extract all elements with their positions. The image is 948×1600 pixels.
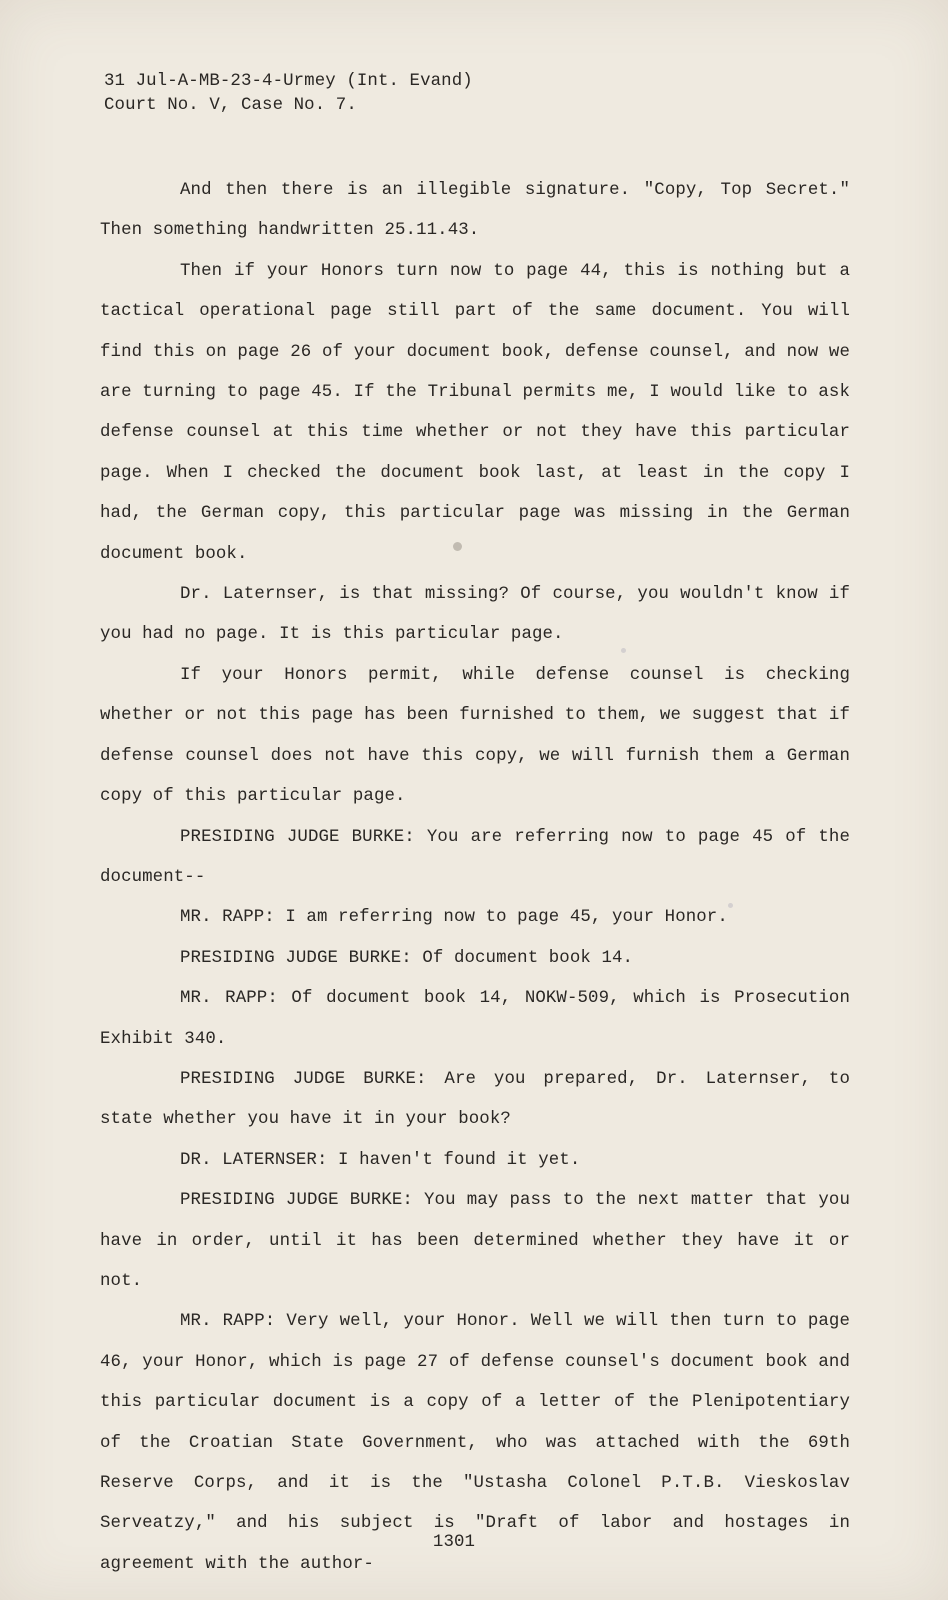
ink-smudge [453, 542, 462, 551]
header-line-2: Court No. V, Case No. 7. [104, 96, 357, 115]
paragraph: PRESIDING JUDGE BURKE: Of document book 14. [180, 948, 634, 968]
transcript-body [100, 171, 850, 1585]
paragraph: If your Honors permit, while defense counsel is checking whether or not this page has been furnished to them, we suggest that if defense counsel does not have this copy, we will furnish them a German copy of this particular page. [100, 665, 850, 807]
paragraph: MR. RAPP: I am referring now to page 45, your Honor. [180, 908, 728, 928]
ink-smudge [728, 903, 733, 908]
paragraph: And then there is an illegible signature. "Copy, Top Secret." Then something handwritten 25.11.43. [100, 181, 850, 241]
paragraph: Dr. Laternser, is that missing? Of course, you wouldn't know if you had no page. It is this particular page. [100, 585, 850, 645]
ink-smudge [621, 648, 626, 653]
paragraph: DR. LATERNSER: I haven't found it yet. [180, 1150, 581, 1170]
paragraph: PRESIDING JUDGE BURKE: You may pass to the next matter that you have in order, until it has been determined whether they have it or not. [100, 1191, 850, 1291]
paragraph: MR. RAPP: Very well, your Honor. Well we will then turn to page 46, your Honor, which is page 27 of defense counsel's document book and this particular document is a copy of a letter of the Plenipotentiary of the Croatian State Government, who was attached with the 69th Reserve Corps, and it is the "Ustasha Colonel P.T.B. Vieskoslav Serveatzy," and his subject is "Draft of labor and hostages in agreement with the author- [100, 1312, 850, 1574]
paragraph: Then if your Honors turn now to page 44, this is nothing but a tactical operational page still part of the same document. You will find this on page 26 of your document book, defense counsel, and now we are turning to page 45. If the Tribunal permits me, I would like to ask defense counsel at this time whether or not they have this particular page. When I checked the document book last, at least in the copy I had, the German copy, this particular page was missing in the German document book. [100, 261, 850, 564]
paragraph: PRESIDING JUDGE BURKE: Are you prepared, Dr. Laternser, to state whether you have it in your book? [100, 1069, 850, 1130]
header-line-1: 31 Jul-A-MB-23-4-Urmey (Int. Evand) [104, 72, 473, 91]
header [104, 70, 473, 118]
paragraph: PRESIDING JUDGE BURKE: You are referring now to page 45 of the document-- [100, 827, 850, 887]
page-number: 1301 [432, 1533, 476, 1552]
paragraph: MR. RAPP: Of document book 14, NOKW-509, which is Prosecution Exhibit 340. [100, 989, 850, 1049]
